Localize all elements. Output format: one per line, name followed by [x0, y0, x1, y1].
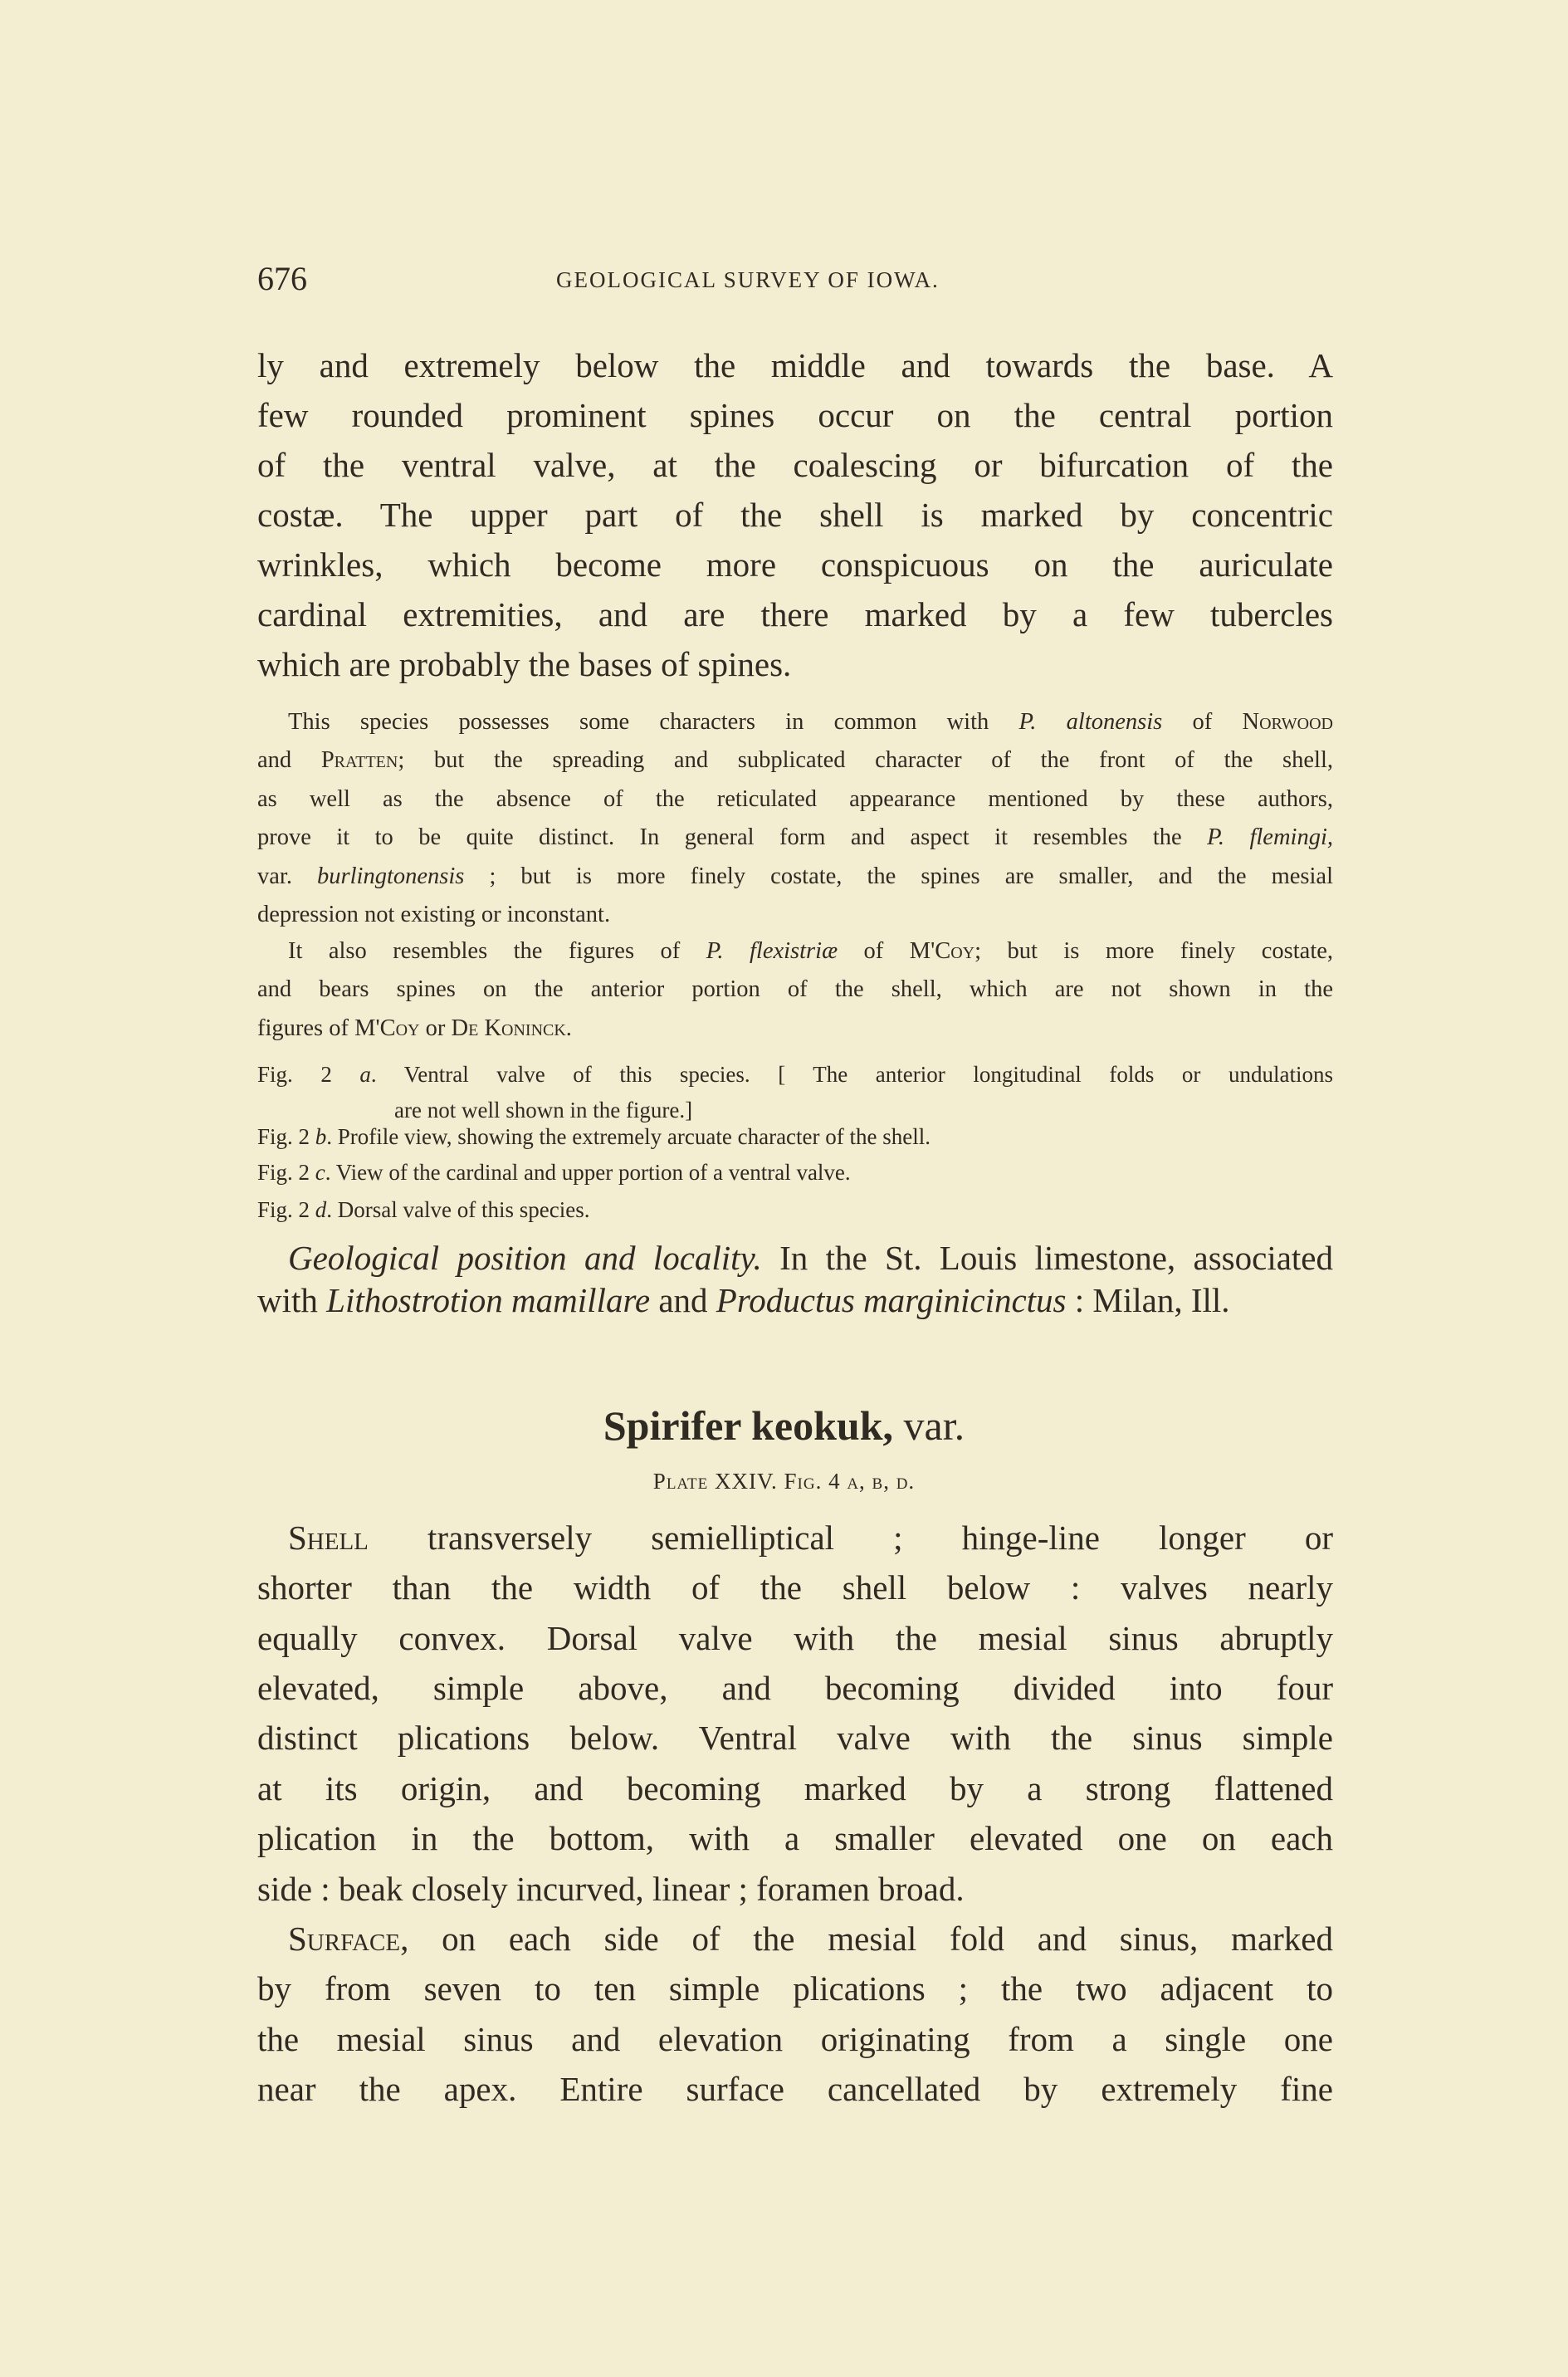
text: and bears spines on the anterior portion of the shell, which are not shown in the [257, 976, 1333, 1002]
shell-line [257, 1567, 1333, 1608]
surface-line [257, 2068, 1333, 2110]
text: It also resembles the figures of [288, 938, 706, 964]
block1-line [257, 394, 1333, 436]
text: and [257, 747, 321, 773]
text: . Ventral valve of this species. [ The anterior longitudinal folds or undulations [370, 1062, 1333, 1087]
text: at its origin, and becoming marked by a strong flattened [257, 1769, 1333, 1807]
small-caps-text: Pratten [320, 747, 398, 773]
text: ; but is more finely costate, [975, 938, 1334, 964]
shell-line [257, 1667, 1333, 1709]
text: the mesial sinus and elevation originating from a single one [257, 2020, 1333, 2058]
shell-line [257, 1768, 1333, 1809]
text: plication in the bottom, with a smaller elevated one on each [257, 1819, 1333, 1857]
italic-text: burlingtonensis [317, 863, 465, 889]
text: equally convex. Dorsal valve with the mesial sinus abruptly [257, 1619, 1333, 1657]
block3-line [257, 974, 1333, 1005]
text: ly and extremely below the middle and towards the base. A [257, 346, 1333, 384]
text: . View of the cardinal and upper portion of a ventral valve. [325, 1160, 851, 1185]
figures-line [257, 1157, 1333, 1188]
italic-text: Lithostrotion mamillare [326, 1281, 651, 1319]
species-suffix: var. [893, 1402, 965, 1449]
plate-reference: Plate XXIV. Fig. 4 a, b, d. [652, 1469, 916, 1494]
block1-line [257, 594, 1333, 635]
species-name: Spirifer keokuk, [603, 1402, 894, 1449]
block1-line [257, 444, 1333, 486]
shell-line [257, 1817, 1333, 1859]
figures-line [257, 1121, 1333, 1152]
block1-line [257, 345, 1333, 386]
block2-line [257, 745, 1333, 776]
text: ; but the spreading and subplicated character of the front of the shell, [398, 747, 1333, 773]
text: are not well shown in the figure.] [394, 1098, 693, 1122]
italic-text: P. altonensis [1018, 709, 1163, 735]
shell-line [257, 1717, 1333, 1758]
text: In the St. Louis limestone, associated [761, 1239, 1333, 1277]
italic-text: b [315, 1124, 327, 1149]
text: of [1162, 709, 1243, 735]
block2-line [257, 784, 1333, 815]
italic-text: d [315, 1197, 327, 1222]
text: cardinal extremities, and are there marked by a few tubercles [257, 595, 1333, 633]
text: or [419, 1015, 452, 1041]
text: of M' [838, 938, 935, 964]
block2-line [257, 899, 1333, 931]
block2-line [257, 861, 1333, 893]
block1-line [257, 643, 1333, 685]
text: , on each side of the mesial fold and sinus, marked [400, 1920, 1333, 1958]
text: . [565, 1015, 572, 1041]
text: Fig. 2 [257, 1197, 315, 1222]
locality-line [257, 1279, 1333, 1321]
text: shorter than the width of the shell below : valves nearly [257, 1568, 1333, 1607]
text: Fig. 2 [257, 1160, 315, 1185]
small-caps-text: Surface [288, 1920, 401, 1958]
text: which are probably the bases of spines. [257, 645, 792, 683]
species-heading [0, 1401, 1568, 1450]
shell-line [288, 1517, 1333, 1558]
running-title: GEOLOGICAL SURVEY OF IOWA. [556, 267, 940, 292]
block1-line [257, 544, 1333, 585]
text: elevated, simple above, and becoming divided into four [257, 1669, 1333, 1707]
text: few rounded prominent spines occur on the central portion [257, 396, 1333, 434]
shell-line [257, 1868, 1333, 1910]
text: . Profile view, showing the extremely arcuate character of the shell. [326, 1124, 931, 1149]
text: var. [257, 863, 318, 889]
text: and [650, 1281, 716, 1319]
surface-line [288, 1918, 1333, 1959]
figures-line [257, 1194, 1333, 1225]
small-caps-text: De Koninck [451, 1015, 566, 1041]
locality-line [288, 1237, 1333, 1279]
text: near the apex. Entire surface cancellated by extremely fine [257, 2070, 1333, 2108]
small-caps-text: Shell [288, 1519, 369, 1557]
italic-text: P. flexistriæ [706, 938, 838, 964]
small-caps-text: Norwood [1242, 709, 1333, 735]
italic-text: Productus marginicinctus [716, 1281, 1067, 1319]
text: transversely semielliptical ; hinge-line longer or [368, 1519, 1333, 1557]
small-caps-text: Coy [935, 938, 975, 964]
italic-text: P. flemingi, [1207, 824, 1333, 850]
text: depression not existing or inconstant. [257, 902, 611, 927]
text: : Milan, Ill. [1066, 1281, 1230, 1319]
text: ; but is more finely costate, the spines are smaller, and the mesial [464, 863, 1333, 889]
figures-line [257, 1059, 1333, 1090]
block3-line [257, 1013, 1333, 1044]
text: with [257, 1281, 327, 1319]
shell-line [257, 1617, 1333, 1659]
page-number: 676 [257, 260, 307, 297]
text: distinct plications below. Ventral valve with the sinus simple [257, 1719, 1333, 1757]
text: . Dorsal valve of this species. [326, 1197, 590, 1222]
italic-text: c [315, 1160, 325, 1185]
block2-line [288, 707, 1333, 738]
text: prove it to be quite distinct. In general form and aspect it resembles the [257, 824, 1208, 850]
block1-line [257, 494, 1333, 536]
text: This species possesses some characters in common with [288, 709, 1019, 735]
text: as well as the absence of the reticulated appearance mentioned by these authors, [257, 786, 1333, 812]
surface-line [257, 2018, 1333, 2060]
text: Fig. 2 [257, 1124, 315, 1149]
small-caps-text: Coy [379, 1015, 420, 1041]
text: figures of M' [257, 1015, 380, 1041]
text: side : beak closely incurved, linear ; foramen broad. [257, 1870, 965, 1908]
block2-line [257, 822, 1333, 853]
text: costæ. The upper part of the shell is marked by concentric [257, 496, 1333, 534]
block3-line [288, 936, 1333, 967]
text: by from seven to ten simple plications ; the two adjacent to [257, 1969, 1333, 2008]
text: of the ventral valve, at the coalescing or bifurcation of the [257, 446, 1333, 484]
text: wrinkles, which become more conspicuous on the auriculate [257, 545, 1333, 584]
italic-text: Geological position and locality. [288, 1239, 762, 1277]
text: Fig. 2 [257, 1062, 360, 1087]
surface-line [257, 1968, 1333, 2009]
italic-text: a [359, 1062, 371, 1087]
